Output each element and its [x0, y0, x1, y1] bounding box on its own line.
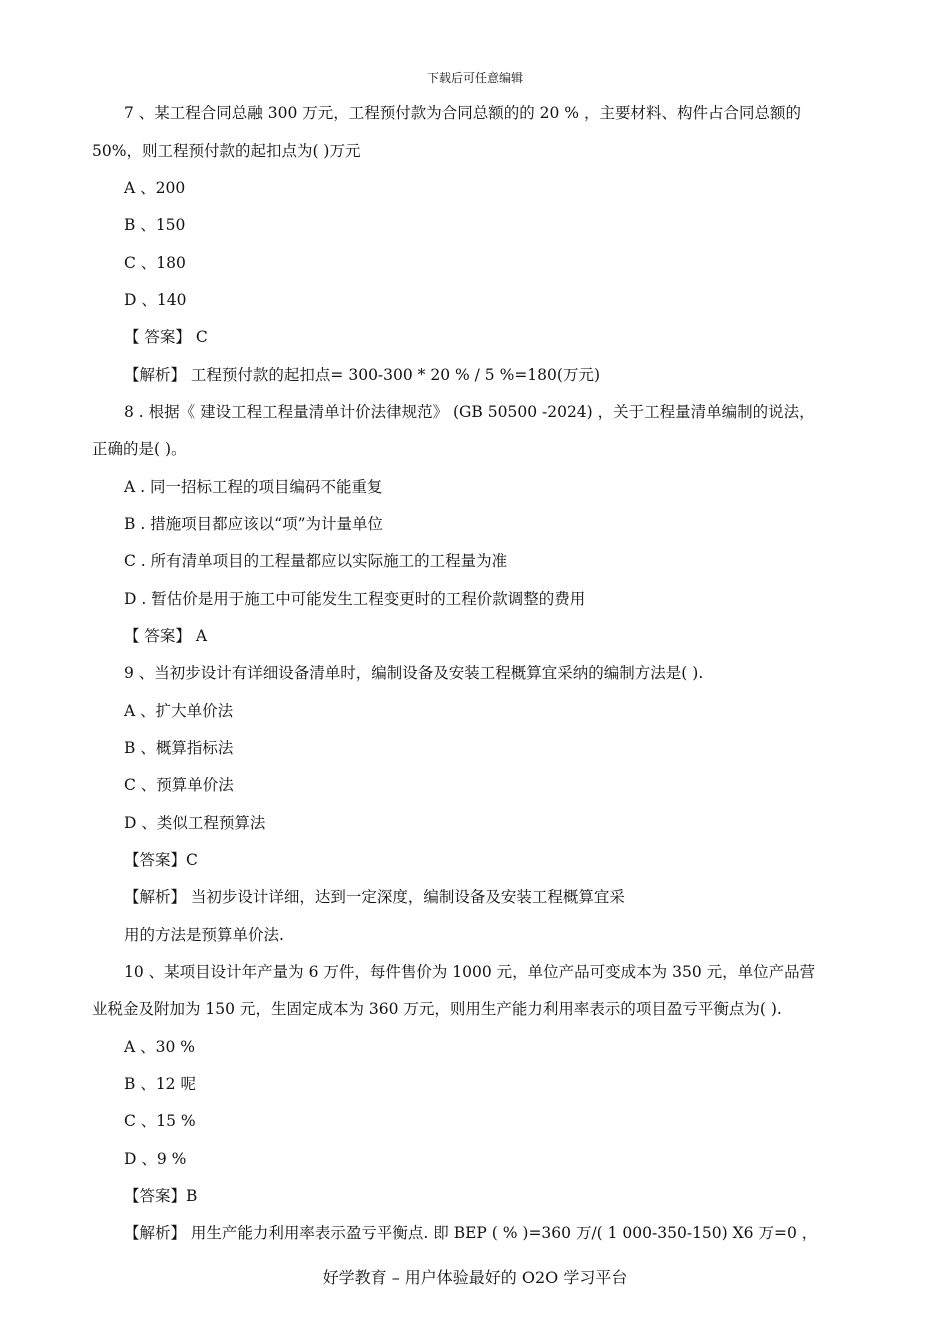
- question-8-stem-line2: 正确的是( )。: [92, 440, 187, 458]
- q7-option-a: A 、200: [124, 179, 186, 197]
- q10-option-d: D 、9 %: [124, 1150, 187, 1168]
- q10-explanation: 【解析】 用生产能力利用率表示盈亏平衡点. 即 BEP ( % )=360 万/( 1 000-350-150) X6 万=0 ，: [124, 1224, 818, 1242]
- q8-option-b: B . 措施项目都应该以“项”为计量单位: [124, 515, 384, 533]
- q8-option-d: D . 暂估价是用于施工中可能发生工程变更时的工程价款调整的费用: [124, 590, 586, 608]
- question-7-stem-line2: 50%，则工程预付款的起扣点为( )万元: [92, 142, 361, 160]
- question-7-stem-line1: 7 、某工程合同总融 300 万元，工程预付款为合同总额的的 20 % ，主要材料、构件占合同总额的: [124, 104, 801, 122]
- q8-option-a: A . 同一招标工程的项目编码不能重复: [124, 478, 383, 496]
- q7-option-b: B 、150: [124, 216, 186, 234]
- q10-option-c: C 、15 %: [124, 1112, 196, 1130]
- question-10-stem-line2: 业税金及附加为 150 元，生固定成本为 360 万元，则用生产能力利用率表示的项目盈亏平衡点为( ).: [92, 1000, 782, 1018]
- q9-option-c: C 、预算单价法: [124, 776, 234, 794]
- question-9-stem: 9 、当初步设计有详细设备清单时，编制设备及安装工程概算宜采纳的编制方法是( ).: [124, 664, 704, 682]
- q9-option-a: A 、扩大单价法: [124, 702, 234, 720]
- q9-explanation-line1: 【解析】 当初步设计详细，达到一定深度，编制设备及安装工程概算宜采: [124, 888, 625, 906]
- q10-answer: 【答案】B: [124, 1187, 198, 1205]
- q7-option-c: C 、180: [124, 254, 186, 272]
- q8-option-c: C . 所有清单项目的工程量都应以实际施工的工程量为准: [124, 552, 508, 570]
- q9-answer: 【答案】C: [124, 851, 198, 869]
- q9-option-d: D 、类似工程预算法: [124, 814, 266, 832]
- question-10-stem-line1: 10 、某项目设计年产量为 6 万件，每件售价为 1000 元，单位产品可变成本为 350 元，单位产品营: [124, 963, 816, 981]
- q7-option-d: D 、140: [124, 291, 187, 309]
- q7-answer: 【 答案】 C: [124, 328, 208, 346]
- page-header: 下载后可任意编辑: [426, 71, 523, 85]
- q7-explanation: 【解析】 工程预付款的起扣点= 300-300 * 20 % / 5 %=180(万元): [124, 366, 600, 384]
- page-footer: 好学教育 – 用户体验最好的 O2O 学习平台: [322, 1268, 628, 1287]
- q8-answer: 【 答案】 A: [124, 627, 208, 645]
- q9-explanation-line2: 用的方法是预算单价法.: [124, 926, 284, 944]
- q10-option-a: A 、30 %: [124, 1038, 195, 1056]
- question-8-stem-line1: 8 . 根据《 建设工程工程量清单计价法律规范》 (GB 50500 -2024) ，关于工程量清单编制的说法，: [124, 403, 815, 421]
- q10-option-b: B 、12 呢: [124, 1075, 196, 1093]
- q9-option-b: B 、概算指标法: [124, 739, 234, 757]
